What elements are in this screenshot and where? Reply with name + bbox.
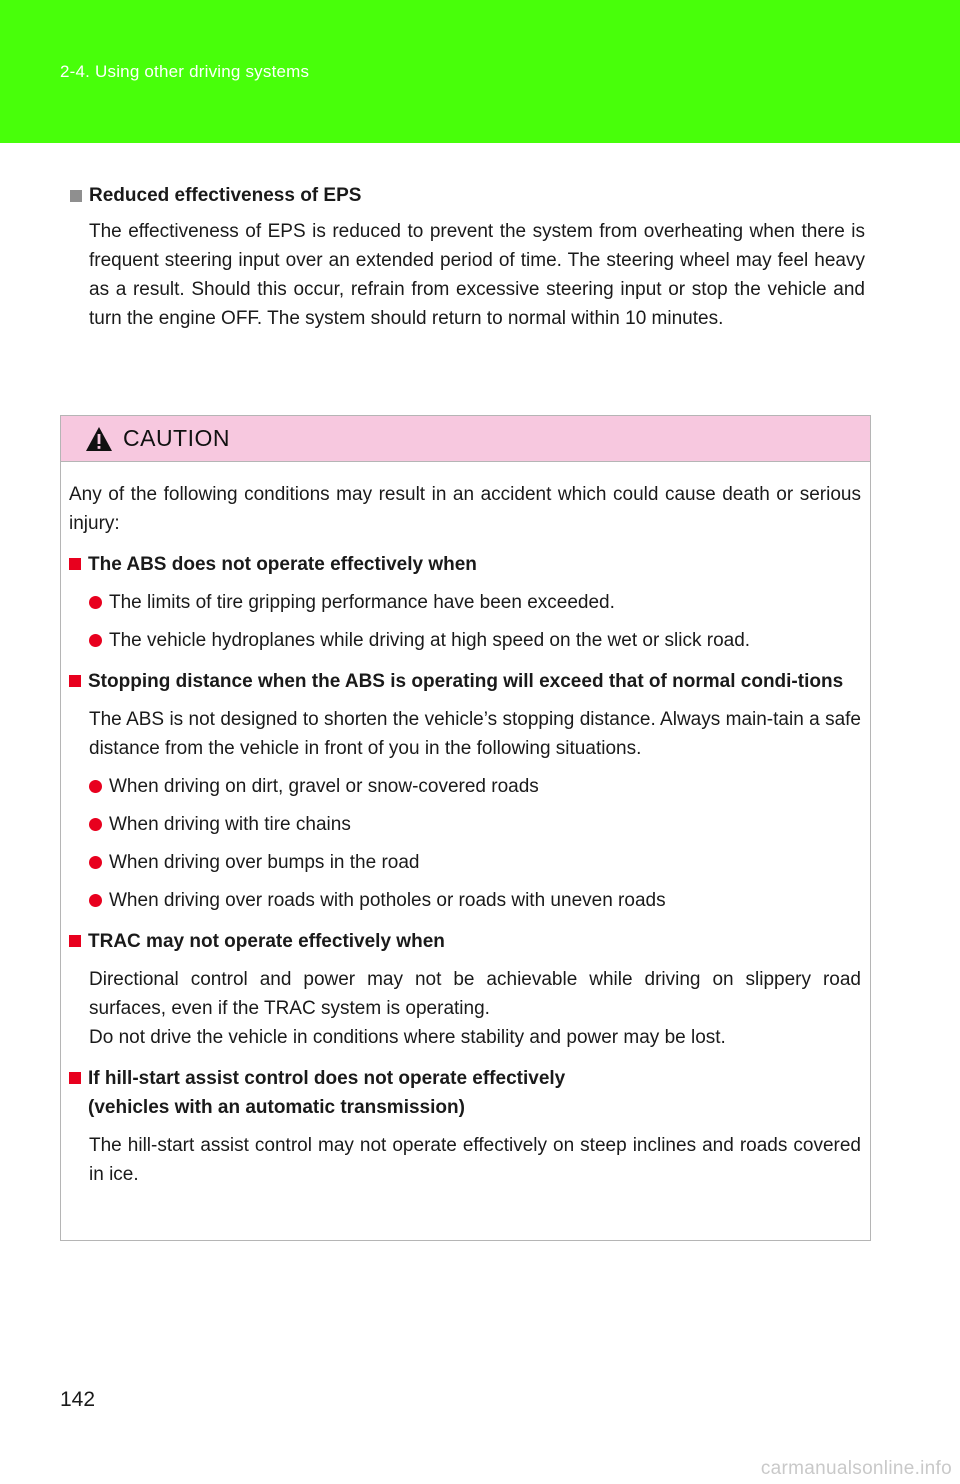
caution-body bbox=[61, 462, 870, 1189]
header-band bbox=[0, 0, 960, 143]
watermark: carmanualsonline.info bbox=[760, 1458, 952, 1479]
stopping-distance-paragraph: The ABS is not designed to shorten the vehicle’s stopping distance. Always main-tain a safe distance from the vehicle in front of you in the following situations. bbox=[89, 709, 861, 759]
warning-triangle-icon bbox=[85, 426, 113, 452]
list-item bbox=[89, 810, 861, 839]
red-dot-icon bbox=[89, 634, 102, 647]
hill-start-heading-line1: If hill-start assist control does not operate effectively bbox=[88, 1068, 566, 1089]
red-dot-icon bbox=[89, 894, 102, 907]
hill-start-heading bbox=[69, 1064, 861, 1122]
trac-heading-text: TRAC may not operate effectively when bbox=[88, 931, 445, 952]
eps-heading bbox=[70, 185, 865, 207]
trac-heading bbox=[69, 927, 861, 956]
stopping-distance-heading-text: Stopping distance when the ABS is operating will exceed that of normal condi-tions bbox=[88, 671, 844, 692]
bullet-text: The vehicle hydroplanes while driving at high speed on the wet or slick road. bbox=[109, 630, 751, 651]
caution-label: CAUTION bbox=[123, 425, 230, 451]
trac-paragraph bbox=[89, 965, 861, 1052]
red-dot-icon bbox=[89, 780, 102, 793]
square-marker-icon bbox=[69, 558, 81, 570]
square-marker-icon bbox=[69, 1072, 81, 1084]
bullet-text: When driving over roads with potholes or roads with uneven roads bbox=[109, 890, 666, 911]
square-marker-icon bbox=[69, 675, 81, 687]
square-marker-icon bbox=[70, 190, 82, 202]
list-item bbox=[89, 886, 861, 915]
square-marker-icon bbox=[69, 935, 81, 947]
eps-heading-text: Reduced effectiveness of EPS bbox=[89, 185, 362, 206]
caution-intro: Any of the following conditions may result in an accident which could cause death or serious injury: bbox=[69, 484, 861, 534]
trac-paragraph-line2: Do not drive the vehicle in conditions where stability and power may be lost. bbox=[89, 1027, 726, 1048]
trac-paragraph-line1: Directional control and power may not be achievable while driving on slippery road surfaces, even if the TRAC system is operating. bbox=[89, 969, 861, 1019]
red-dot-icon bbox=[89, 818, 102, 831]
hill-start-heading-line2: (vehicles with an automatic transmission) bbox=[88, 1097, 465, 1118]
bullet-text: When driving over bumps in the road bbox=[109, 852, 420, 873]
red-dot-icon bbox=[89, 596, 102, 609]
caution-box bbox=[60, 415, 871, 1241]
bullet-text: The limits of tire gripping performance have been exceeded. bbox=[109, 592, 615, 613]
abs-heading-text: The ABS does not operate effectively when bbox=[88, 554, 477, 575]
caution-header bbox=[61, 416, 870, 462]
hill-start-heading-text bbox=[88, 1064, 565, 1122]
red-dot-icon bbox=[89, 856, 102, 869]
list-item bbox=[89, 772, 861, 801]
hill-start-paragraph: The hill-start assist control may not operate effectively on steep inclines and roads covered in ice. bbox=[89, 1135, 861, 1185]
bullet-text: When driving on dirt, gravel or snow-covered roads bbox=[109, 776, 539, 797]
stopping-distance-heading bbox=[69, 667, 861, 696]
bullet-text: When driving with tire chains bbox=[109, 814, 351, 835]
eps-paragraph: The effectiveness of EPS is reduced to prevent the system from overheating when there is frequent steering input over an extended period of time. The steering wheel may feel heavy as a result. Should this occur, refrain from excessive steering input or stop the vehicle and turn the engine OFF. The system should return to normal within 10 minutes. bbox=[89, 221, 865, 329]
list-item bbox=[89, 848, 861, 877]
section-title: 2-4. Using other driving systems bbox=[60, 62, 310, 81]
eps-section bbox=[70, 185, 865, 333]
page-number: 142 bbox=[60, 1388, 96, 1411]
list-item bbox=[89, 588, 861, 617]
list-item bbox=[89, 626, 861, 655]
abs-heading bbox=[69, 550, 861, 579]
